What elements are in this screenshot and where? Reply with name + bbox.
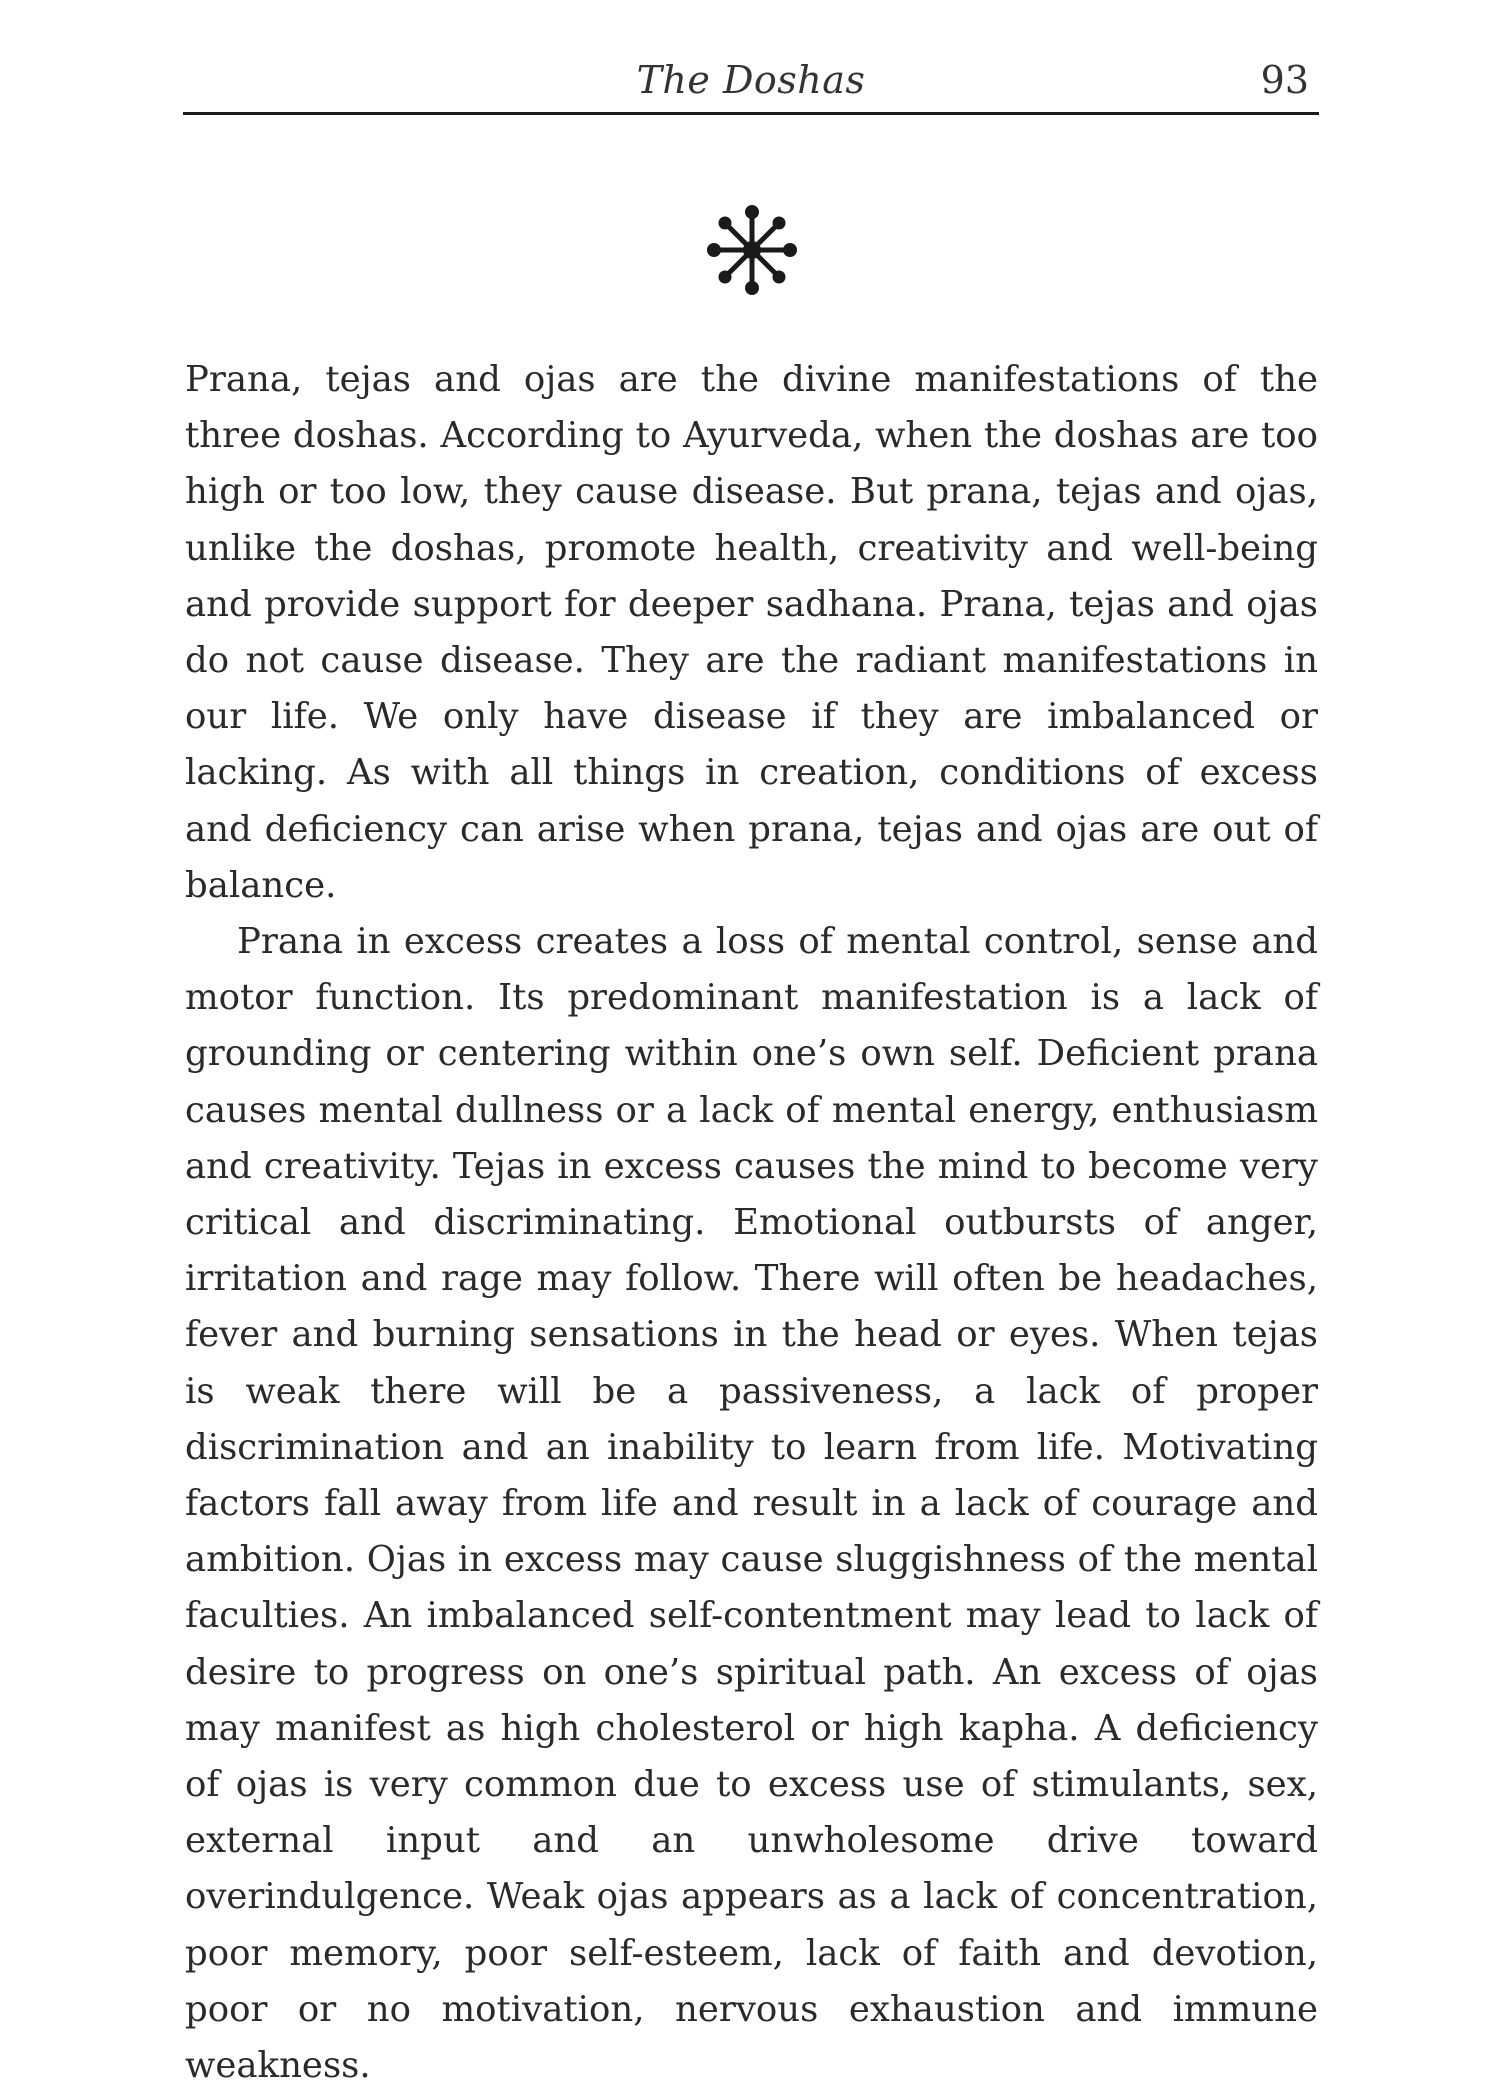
page-number: 93 (1260, 58, 1309, 102)
body-text (185, 352, 1318, 2094)
paragraph-2: Prana in excess creates a loss of mental control, sense and motor function. Its predominant manifestation is a lack of grounding or centering within one’s own self. Deficient prana causes mental dullness or a lack of mental energy, enthusiasm and creativity. Tejas in excess causes the mind to become very critical and discriminating. Emotional outbursts of anger, irritation and rage may follow. There will often be headaches, fever and burning sensations in the head or eyes. When tejas is weak there will be a passiveness, a lack of proper discrimination and an inability to learn from life. Motivating factors fall away from life and result in a lack of courage and ambition. Ojas in excess may cause sluggishness of the mental faculties. An imbalanced self-contentment may lead to lack of desire to progress on one’s spiritual path. An excess of ojas may manifest as high cholesterol or high kapha. A deficiency of ojas is very common due to excess use of stimulants, sex, external input and an unwholesome drive toward overindulgence. Weak ojas appears as a lack of concentration, poor memory, poor self-esteem, lack of faith and devotion, poor or no motivation, nervous exhaustion and immune weakness. (185, 921, 1318, 2087)
running-title: The Doshas (636, 58, 866, 102)
header-rule (183, 112, 1319, 115)
running-head (183, 52, 1319, 112)
paragraph-1: Prana, tejas and ojas are the divine manifestations of the three doshas. According to Ayurveda, when the doshas are too high or too low, they cause disease. But prana, tejas and ojas, unlike the doshas, promote health, creativity and well-being and provide support for deeper sadhana. Prana, tejas and ojas do not cause disease. They are the radiant manifestations in our life. We only have disease if they are imbalanced or lacking. As with all things in creation, conditions of excess and deficiency can arise when prana, tejas and ojas are out of balance. (185, 359, 1318, 906)
asterisk-ornament-icon (702, 200, 802, 300)
